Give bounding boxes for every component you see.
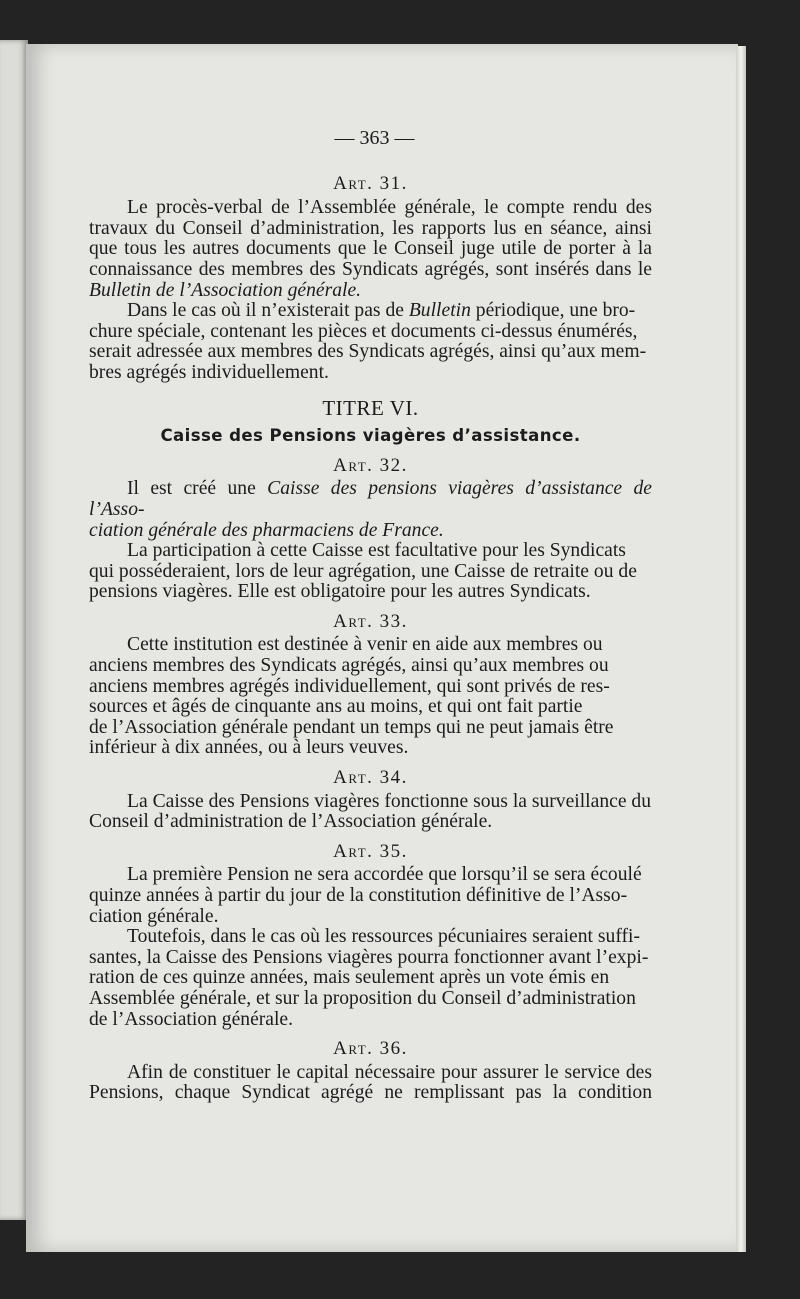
article-35-heading: Art. 35.: [333, 840, 408, 862]
article-33-heading: Art. 33.: [333, 610, 408, 632]
article-34-heading: Art. 34.: [333, 767, 408, 789]
article-31-paragraph-1-end: Bulletin de l’Association générale.: [89, 279, 362, 301]
article-31-paragraph-2: Dans le cas où il n’existerait pas de Bulletin périodique, une bro- chure spéciale, contenant les pièces et documents ci-dessus énumérés, serait adressée aux membres des Syndicats agrégés, ainsi qu’aux mem- bres agrégés individuellement.: [89, 300, 647, 383]
title-vi: TITRE VI.: [322, 395, 419, 420]
article-36-paragraph-1: Afin de constituer le capital nécessaire pour assurer le service des Pensions, chaque Syndicat agrégé ne remplissant pas la condition: [89, 1061, 652, 1104]
section-subtitle: Caisse des Pensions viagères d’assistance.: [160, 426, 581, 446]
facing-page-edge: [0, 40, 28, 1220]
article-35-paragraph-1: La première Pension ne sera accordée que lorsqu’il se sera écoulé quinze années à partir du jour de la constitution définitive de l’Asso- ciation générale.: [89, 864, 642, 927]
article-32-paragraph-2: La participation à cette Caisse est facultative pour les Syndicats qui posséderaient, lors de leur agrégation, une Caisse de retraite ou de pensions viagères. Elle est obligatoire pour les autres Syndicats.: [89, 540, 637, 603]
article-32-heading: Art. 32.: [333, 454, 408, 476]
article-35-paragraph-2: Toutefois, dans le cas où les ressources pécuniaires seraient suffi- santes, la Caisse des Pensions viagères pourra fonctionner avant l’expi- ration de ces quinze années, mais seulement après un vote émis en Assemblée générale, et sur la proposition du Conseil d’administration de l’Association générale.: [89, 926, 649, 1030]
page-number: — 363 —: [334, 127, 415, 149]
article-31-paragraph-1: Le procès-verbal de l’Assemblée générale, le compte rendu des travaux du Conseil d’administration, les rapports lus en séance, ainsi que tous les autres documents que le Conseil juge utile de porter à la connaissance des membres des Syndicats agrégés, sont insérés dans le: [89, 197, 652, 280]
page-edge: [736, 46, 746, 1252]
article-34-paragraph-1: La Caisse des Pensions viagères fonctionne sous la surveillance du Conseil d’administration de l’Association générale.: [89, 790, 652, 833]
article-33-paragraph-1: Cette institution est destinée à venir en aide aux membres ou anciens membres des Syndicats agrégés, ainsi qu’aux membres ou anciens membres agrégés individuellement, qui sont privés de res- sources et âgés de cinquante ans au moins, et qui ont fait partie de l’Association générale pendant un temps qui ne peut jamais être inférieur à dix années, ou à leurs veuves.: [89, 634, 614, 759]
page-text: [89, 128, 652, 1104]
article-32-paragraph-1: Il est créé une Caisse des pensions viagères d’assistance de l’Asso- ciation générale des pharmaciens de France.: [89, 478, 653, 541]
article-31-heading: Art. 31.: [333, 172, 408, 194]
article-36-heading: Art. 36.: [333, 1038, 408, 1060]
